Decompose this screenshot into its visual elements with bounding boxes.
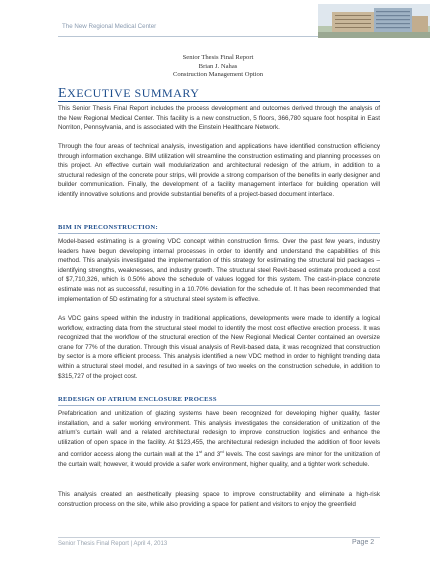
summary-paragraph-1: This Senior Thesis Final Report includes the process development and outcomes derived through the analysis of the New Regional Medical Center. This facility is a new construction, 5 floors, 366,780 square foot hospital in East Norriton, Pennsylvania, and is associated with the Einstein Healthcare Network. [58, 105, 380, 132]
atrium-subheading: REDESIGN OF ATRIUM ENCLOSURE PROCESS [58, 396, 217, 403]
heading-rest: XECUTIVE SUMMARY [67, 86, 200, 100]
atrium-paragraph-2: This analysis created an aesthetically pleasing space to improve constructability and eliminate a high-risk construction process on the site, while also providing a space for patient and visitors to enjoy the greenfield [58, 491, 380, 508]
hospital-building-image [318, 4, 430, 38]
summary-paragraph-2: Through the four areas of technical analysis, investigation and applications have identified construction efficiency through information exchange. BIM utilization will streamline the construction estimating and planning processes on this project. An effective curtain wall modularization and architectural redesign of the atrium, in addition to a structural redesign of the concrete pour strips, will provide a strong comparison of the benefits in early designer and builder communication. Finally, the development of a facility management interface for building operation will identify innovative solutions and provide substantial benefits of a project-based document interface. [58, 143, 380, 198]
bim-paragraph-1: Model-based estimating is a growing VDC concept within construction firms. Over the past few years, industry leaders have begun developing internal processes in order to identify and understand the capabilities of this method. This analysis investigated the implementation of this strategy for estimating the structural bid packages – identifying strengths, weaknesses, and industry growth. The structural steel Revit-based estimate produced a cost of $7,710,326, which is 0.50% above the schedule of values logged for this system. The cast-in-place concrete estimate was not as successful, resulting in a 10.70% deviation for the schedule of. It has been recommended that implementation of 5D estimating for a structural steel system is effective. [58, 238, 380, 303]
report-title: Senior Thesis Final Report [182, 54, 254, 61]
atrium-text-b: and 3 [202, 451, 221, 459]
atrium-text-c: levels. The cost savings are minor for the unitization of the curtain wall; however, it would provide a safer work environment, higher quality, and a tighter work schedule. [58, 451, 380, 469]
author-name: Brian J. Nahas [198, 62, 238, 70]
header-title: The New Regional Medical Center [62, 23, 157, 30]
atrium-paragraph-1 [58, 409, 380, 470]
footer-report-date: Senior Thesis Final Report | April 4, 2013 [58, 541, 168, 547]
superscript-rd: rd [220, 449, 224, 455]
header-rule [58, 36, 318, 37]
bim-paragraph-2: As VDC gains speed within the industry in traditional applications, developments were made to identify a logical workflow, extracting data from the structural steel model to identify the most cost effective erection process. It was recognized that the workflow of the structural erection of the New Regional Medical Center contained an oversize crane for 77% of the duration. Through this visual analysis of Revit-based data, it was recognized that construction by sector is a more efficient process. This analysis identified a new VDC method in order to highlight trending data within a structural steel model, and resulted in a savings of two weeks on the construction schedule, in addition to $315,727 of the project cost. [58, 315, 380, 380]
atrium-subheading-rule [58, 405, 380, 406]
atrium-text-a: Prefabrication and unitization of glazing systems have been recognized for developing higher quality, faster installation, and a safer working environment. This analysis investigates the consideration of unitization of the atrium's curtain wall and a related architectural redesign to improve construction logistics and enhance the utilization of open space in the facility. At $123,455, the architectural redesign included the addition of floor levels and corridor access along the curtain wall at the 1 [58, 410, 380, 459]
footer-rule [58, 537, 380, 538]
page-number: Page 2 [352, 539, 375, 546]
page-header [0, 0, 435, 40]
superscript-st: st [199, 449, 203, 455]
bim-subheading-rule [58, 233, 380, 234]
heading-initial: E [58, 86, 68, 101]
bim-subheading: BIM IN PRECONSTRUCTION: [58, 224, 158, 231]
report-cover-block [58, 54, 378, 80]
executive-summary-heading [58, 86, 199, 102]
heading-rule [58, 101, 380, 102]
option-name: Construction Management Option [172, 71, 264, 79]
